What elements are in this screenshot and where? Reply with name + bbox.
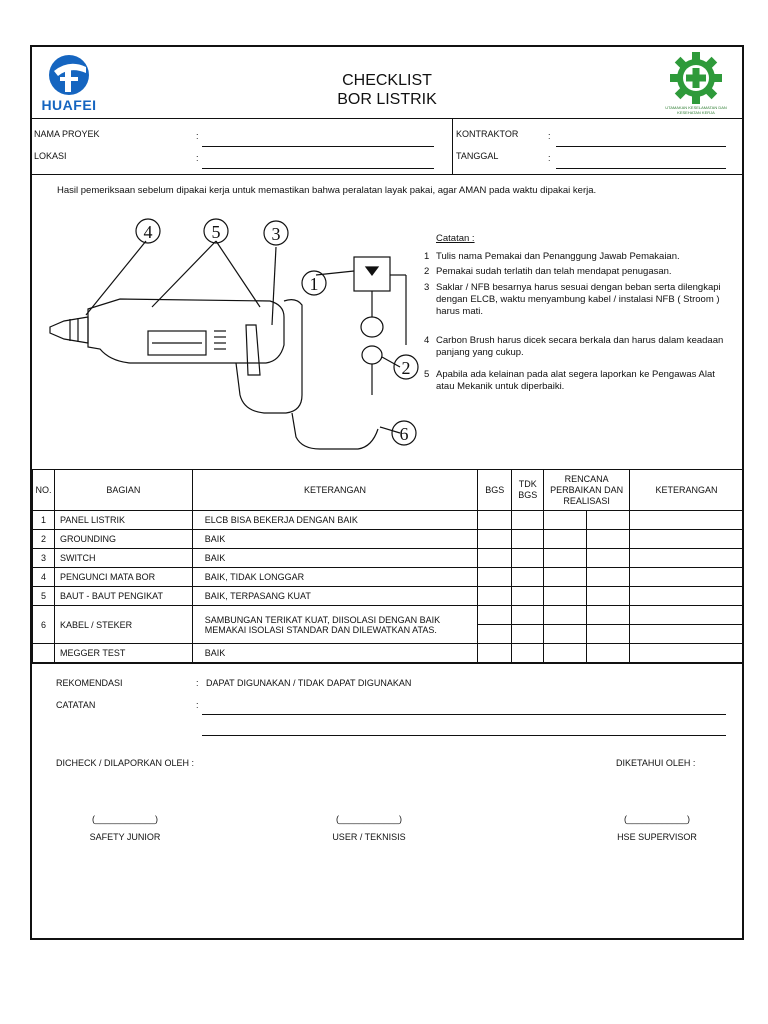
- tdk-bgs-cell[interactable]: [512, 549, 544, 568]
- row-no: 6: [33, 606, 55, 644]
- table-header-row: [33, 470, 744, 511]
- row-bagian: PANEL LISTRIK: [54, 511, 192, 530]
- rencana-line-2: PERBAIKAN DAN: [550, 484, 624, 495]
- info-divider: [452, 119, 453, 175]
- row-keterangan: BAIK: [192, 530, 477, 549]
- project-name-colon: :: [196, 131, 199, 141]
- realisasi-cell[interactable]: [587, 530, 630, 549]
- callout-1: 1: [309, 274, 319, 294]
- checklist-sheet: [30, 45, 744, 940]
- note-number: 1: [424, 251, 430, 262]
- k3-caption: UTAMAKAN KESELAMATAN DAN KESEHATAN KERJA: [665, 105, 727, 115]
- rencana-line-1: RENCANA: [564, 473, 609, 484]
- table-row: [33, 644, 744, 663]
- keterangan-cell[interactable]: [630, 625, 744, 644]
- bgs-cell[interactable]: [478, 625, 512, 644]
- row-no: 5: [33, 587, 55, 606]
- row-keterangan: [192, 606, 477, 644]
- realisasi-cell[interactable]: [587, 587, 630, 606]
- rencana-cell[interactable]: [544, 568, 587, 587]
- keterangan-cell[interactable]: [630, 568, 744, 587]
- huafei-logo: [36, 53, 102, 113]
- drill-trigger: [246, 325, 260, 375]
- row-keterangan: BAIK: [192, 644, 477, 663]
- table-row: [33, 549, 744, 568]
- checked-by-label: DICHECK / DILAPORKAN OLEH :: [56, 758, 195, 768]
- realisasi-cell[interactable]: [587, 644, 630, 663]
- tdk-bgs-cell[interactable]: [512, 625, 544, 644]
- signature-blank-3[interactable]: (____________): [623, 814, 691, 824]
- tdk-bgs-cell[interactable]: [512, 644, 544, 663]
- keterangan-cell[interactable]: [630, 644, 744, 663]
- rencana-cell[interactable]: [544, 606, 587, 625]
- col-header-keterangan-2: KETERANGAN: [630, 470, 744, 511]
- realisasi-cell[interactable]: [587, 606, 630, 625]
- row-bagian: GROUNDING: [54, 530, 192, 549]
- rencana-cell[interactable]: [544, 530, 587, 549]
- rencana-line-3: REALISASI: [563, 495, 610, 506]
- row-bagian: SWITCH: [54, 549, 192, 568]
- bgs-cell[interactable]: [478, 587, 512, 606]
- col-header-tdk-bgs: [512, 470, 544, 511]
- note-number: 5: [424, 369, 430, 380]
- k3-safety-logo: [660, 51, 732, 117]
- keterangan-cell[interactable]: [630, 587, 744, 606]
- contractor-label: KONTRAKTOR: [456, 129, 519, 139]
- rencana-cell[interactable]: [544, 587, 587, 606]
- keterangan-cell[interactable]: [630, 606, 744, 625]
- footer: [32, 663, 742, 940]
- note-text: Saklar / NFB besarnya harus sesuai dengan beban serta dilengkapi dengan ELCB, waktu menyambung kabel / instalasi NFB ( Stroom ) harus mati.: [436, 282, 721, 317]
- k3-gear-cross-icon: [660, 51, 732, 105]
- document-title: [232, 71, 542, 109]
- row-bagian: MEGGER TEST: [54, 644, 192, 663]
- contractor-colon: :: [548, 131, 551, 141]
- drill-handle: [236, 300, 302, 413]
- huafei-emblem-icon: [36, 53, 102, 99]
- project-info: [32, 119, 742, 175]
- note-number: 3: [424, 282, 430, 293]
- callout-3: 3: [271, 224, 281, 244]
- location-colon: :: [196, 153, 199, 163]
- tdk-bgs-cell[interactable]: [512, 587, 544, 606]
- signature-role-3: HSE SUPERVISOR: [617, 832, 697, 842]
- drill-cable: [292, 413, 378, 449]
- col-header-rencana: [544, 470, 630, 511]
- rencana-cell[interactable]: [544, 549, 587, 568]
- catatan-colon: :: [196, 700, 199, 710]
- brand-name: HUAFEI: [41, 97, 97, 113]
- realisasi-cell[interactable]: [587, 625, 630, 644]
- table-row: [33, 587, 744, 606]
- catatan-line-1[interactable]: [202, 714, 726, 715]
- title-line-1: CHECKLIST: [342, 72, 432, 89]
- table-row: [33, 511, 744, 530]
- location-label: LOKASI: [34, 151, 67, 161]
- checklist-table: [32, 469, 744, 663]
- table-row: [33, 568, 744, 587]
- tdk-bgs-line-2: BGS: [518, 490, 538, 500]
- note-text: Apabila ada kelainan pada alat segera laporkan ke Pengawas Alat atau Mekanik untuk diperbaiki.: [436, 369, 715, 392]
- note-text: Carbon Brush harus dicek secara berkala dan harus dalam keadaan panjang yang cukup.: [436, 335, 724, 358]
- row-keterangan: BAIK: [192, 549, 477, 568]
- note-text: Tulis nama Pemakai dan Penanggung Jawab Pemakaian.: [436, 251, 680, 262]
- keterangan-cell[interactable]: [630, 549, 744, 568]
- date-field[interactable]: [556, 168, 726, 169]
- rencana-cell[interactable]: [544, 625, 587, 644]
- bgs-cell[interactable]: [478, 549, 512, 568]
- row-no: 2: [33, 530, 55, 549]
- signature-role-2: USER / TEKNISIS: [332, 832, 406, 842]
- row-keterangan-line-1: SAMBUNGAN TERIKAT KUAT, DIISOLASI DENGAN BAIK: [204, 614, 441, 625]
- col-header-keterangan: KETERANGAN: [192, 470, 477, 511]
- project-name-field[interactable]: [202, 146, 434, 147]
- row-keterangan: BAIK, TIDAK LONGGAR: [192, 568, 477, 587]
- tdk-bgs-cell[interactable]: [512, 568, 544, 587]
- contractor-field[interactable]: [556, 146, 726, 147]
- catatan-label: CATATAN: [56, 700, 96, 710]
- row-no: 1: [33, 511, 55, 530]
- table-row: [33, 530, 744, 549]
- col-header-bgs: BGS: [478, 470, 512, 511]
- tdk-bgs-cell[interactable]: [512, 530, 544, 549]
- date-colon: :: [548, 153, 551, 163]
- row-no: 3: [33, 549, 55, 568]
- callout-4: 4: [143, 222, 153, 242]
- signature-blank-2[interactable]: (____________): [335, 814, 403, 824]
- tdk-bgs-cell[interactable]: [512, 511, 544, 530]
- row-no: 4: [33, 568, 55, 587]
- catatan-line-2[interactable]: [202, 735, 726, 736]
- callout-5: 5: [211, 222, 221, 242]
- drill-chuck: [50, 317, 88, 343]
- callout-6: 6: [399, 424, 409, 444]
- realisasi-cell[interactable]: [587, 511, 630, 530]
- rencana-cell[interactable]: [544, 644, 587, 663]
- keterangan-cell[interactable]: [630, 511, 744, 530]
- col-header-bagian: BAGIAN: [54, 470, 192, 511]
- bgs-cell[interactable]: [478, 644, 512, 663]
- row-keterangan-line-2: MEMAKAI ISOLASI STANDAR DAN DILEWATKAN ATAS.: [204, 624, 437, 635]
- plug: [362, 346, 382, 364]
- callout-2: 2: [401, 358, 411, 378]
- row-bagian: BAUT - BAUT PENGIKAT: [54, 587, 192, 606]
- rekomendasi-colon: :: [196, 678, 199, 688]
- note-number: 4: [424, 335, 430, 346]
- location-field[interactable]: [202, 168, 434, 169]
- bgs-cell[interactable]: [478, 530, 512, 549]
- intro-text: Hasil pemeriksaan sebelum dipakai kerja untuk memastikan bahwa peralatan layak pakai, agar AMAN pada waktu dipakai kerja.: [57, 185, 597, 196]
- tdk-bgs-cell[interactable]: [512, 606, 544, 625]
- notes-title: Catatan :: [436, 233, 475, 244]
- signature-role-1: SAFETY JUNIOR: [89, 832, 161, 842]
- date-label: TANGGAL: [456, 151, 499, 161]
- row-keterangan: ELCB BISA BEKERJA DENGAN BAIK: [192, 511, 477, 530]
- plug-socket: [361, 317, 383, 337]
- drill-diagram: [40, 205, 440, 467]
- rekomendasi-label: REKOMENDASI: [56, 678, 123, 688]
- row-no: [33, 644, 55, 663]
- signature-blank-1[interactable]: (____________): [91, 814, 159, 824]
- header: [32, 47, 742, 119]
- title-line-2: BOR LISTRIK: [337, 91, 437, 108]
- keterangan-cell[interactable]: [630, 530, 744, 549]
- bgs-cell[interactable]: [478, 606, 512, 625]
- project-name-label: NAMA PROYEK: [34, 129, 100, 139]
- note-text: Pemakai sudah terlatih dan telah mendapat penugasan.: [436, 266, 672, 277]
- rekomendasi-value[interactable]: DAPAT DIGUNAKAN / TIDAK DAPAT DIGUNAKAN: [206, 678, 412, 688]
- bgs-cell[interactable]: [478, 568, 512, 587]
- known-by-label: DIKETAHUI OLEH :: [616, 758, 696, 768]
- rencana-cell[interactable]: [544, 511, 587, 530]
- note-number: 2: [424, 266, 430, 277]
- col-header-no: NO.: [33, 470, 55, 511]
- realisasi-cell[interactable]: [587, 549, 630, 568]
- bgs-cell[interactable]: [478, 511, 512, 530]
- row-keterangan: BAIK, TERPASANG KUAT: [192, 587, 477, 606]
- row-bagian: KABEL / STEKER: [54, 606, 192, 644]
- tdk-bgs-line-1: TDK: [518, 479, 537, 489]
- realisasi-cell[interactable]: [587, 568, 630, 587]
- table-row: [33, 606, 744, 625]
- row-bagian: PENGUNCI MATA BOR: [54, 568, 192, 587]
